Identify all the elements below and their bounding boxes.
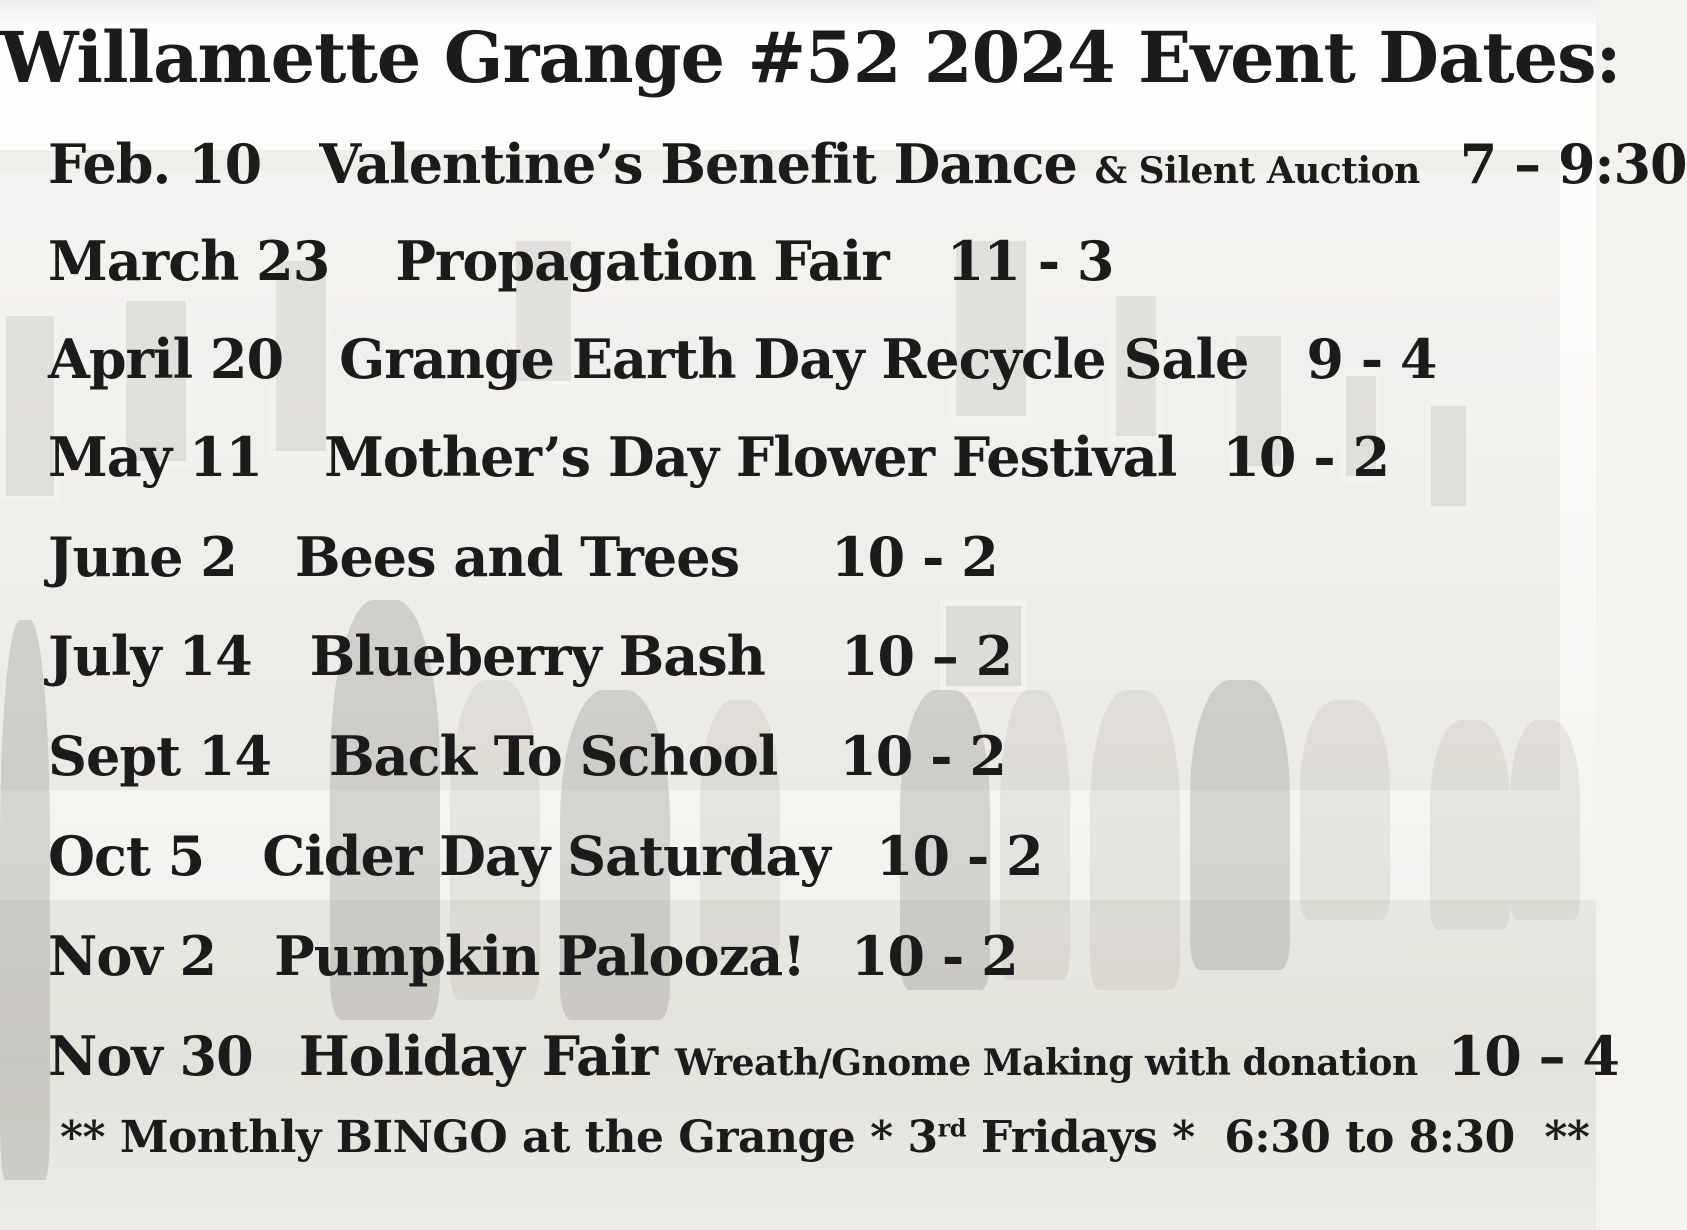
event-time: 10 – 4 [1447, 1024, 1619, 1088]
event-time: 10 – 2 [840, 624, 1013, 688]
event-row [48, 924, 1018, 988]
event-name: Mother’s Day Flower Festival [324, 425, 1177, 489]
event-date: July 14 [48, 624, 252, 688]
event-date: Nov 30 [48, 1024, 253, 1088]
event-name: Bees and Trees [294, 525, 739, 589]
event-note: & Silent Auction [1094, 150, 1420, 192]
event-date: March 23 [48, 229, 330, 293]
event-row [48, 824, 1043, 888]
event-date: April 20 [48, 327, 284, 391]
event-row [48, 525, 998, 589]
footer-prefix: ** Monthly BINGO at the Grange * 3 [60, 1112, 938, 1163]
event-time: 10 - 2 [1222, 425, 1390, 489]
event-time: 10 - 2 [850, 924, 1018, 988]
event-row [48, 327, 1437, 391]
event-date: Oct 5 [48, 824, 205, 888]
event-row [48, 425, 1389, 489]
event-name: Pumpkin Palooza! [274, 924, 805, 988]
event-date: Nov 2 [48, 924, 217, 988]
event-time: 9 - 4 [1306, 327, 1437, 391]
event-name: Valentine’s Benefit Dance [319, 132, 1077, 196]
event-name: Blueberry Bash [309, 624, 765, 688]
event-time: 10 - 2 [875, 824, 1043, 888]
event-name: Propagation Fair [395, 229, 889, 293]
footer-suffix: Fridays * 6:30 to 8:30 ** [966, 1112, 1590, 1163]
event-row [48, 724, 1006, 788]
event-name: Back To School [329, 724, 778, 788]
event-time: 10 - 2 [831, 525, 998, 589]
bingo-footer [60, 1112, 1589, 1163]
event-row [48, 1024, 1619, 1088]
event-date: Feb. 10 [48, 132, 262, 196]
event-name: Cider Day Saturday [262, 824, 830, 888]
event-date: May 11 [48, 425, 263, 489]
event-date: June 2 [48, 525, 237, 589]
event-time: 7 – 9:30 [1459, 132, 1687, 196]
page-title: Willamette Grange #52 2024 Event Dates: [0, 16, 1621, 99]
event-time: 10 - 2 [839, 724, 1006, 788]
event-date: Sept 14 [48, 724, 272, 788]
event-row [48, 132, 1687, 196]
footer-ordinal: rd [937, 1113, 967, 1143]
event-name: Grange Earth Day Recycle Sale [339, 327, 1249, 391]
event-row [48, 624, 1012, 688]
event-name: Holiday Fair [298, 1024, 658, 1088]
event-row [48, 229, 1114, 293]
event-note: Wreath/Gnome Making with donation [674, 1042, 1418, 1084]
event-time: 11 - 3 [946, 229, 1114, 293]
